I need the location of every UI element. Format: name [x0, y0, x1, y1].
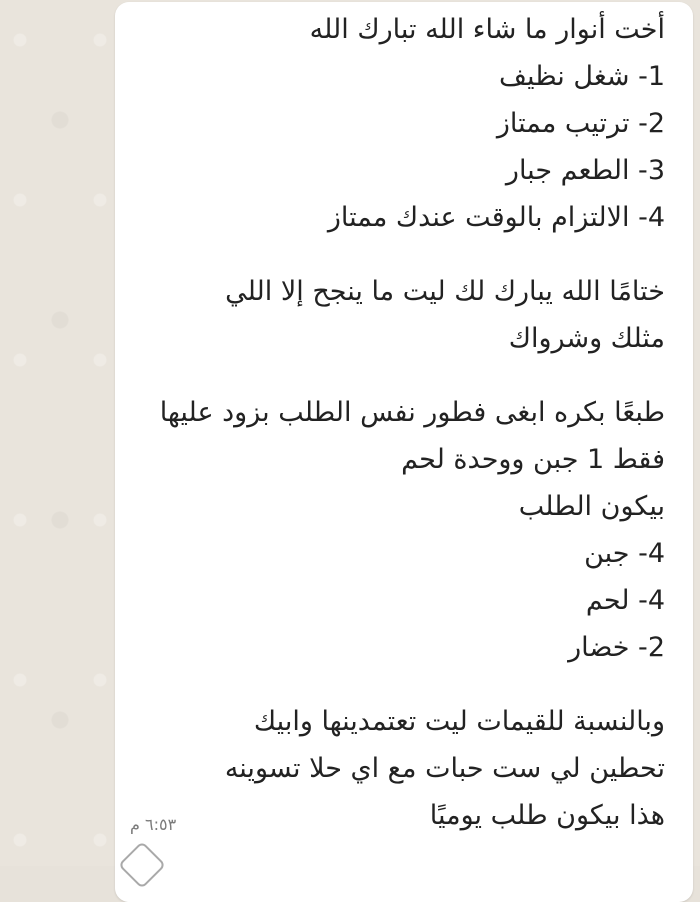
message-line-13: 4- جبن	[584, 538, 665, 569]
message-line-8: مثلك وشرواك	[508, 323, 665, 354]
message-line-11: فقط 1 جبن ووحدة لحم	[401, 444, 665, 475]
message-line-19: هذا بيكون طلب يوميًا	[429, 800, 665, 831]
message-line-4: 3- الطعم جبار	[505, 155, 665, 186]
message-gap	[125, 241, 665, 268]
message-line-17: وبالنسبة للقيمات ليت تعتمدينها وابيك	[253, 706, 665, 737]
message-timestamp: ٦:٥٣ م	[130, 815, 177, 834]
message-line-18: تحطين لي ست حبات مع اي حلا تسوينه	[224, 753, 665, 784]
message-gap	[125, 362, 665, 389]
message-line-15: 2- خضار	[568, 632, 665, 663]
message-line-7: ختامًا الله يبارك لك ليت ما ينجح إلا اللي	[225, 276, 665, 307]
message-bubble[interactable]	[115, 2, 693, 902]
message-line-3: 2- ترتيب ممتاز	[496, 108, 665, 139]
message-line-14: 4- لحم	[585, 585, 665, 616]
message-line-12: بيكون الطلب	[518, 491, 665, 522]
message-line-5: 4- الالتزام بالوقت عندك ممتاز	[327, 202, 665, 233]
message-text	[125, 6, 665, 839]
message-line-2: 1- شغل نظيف	[499, 61, 665, 92]
message-gap	[125, 671, 665, 698]
message-line-1: أخت أنوار ما شاء الله تبارك الله	[309, 14, 665, 45]
message-line-10: طبعًا بكره ابغى فطور نفس الطلب بزود عليها	[159, 397, 665, 428]
